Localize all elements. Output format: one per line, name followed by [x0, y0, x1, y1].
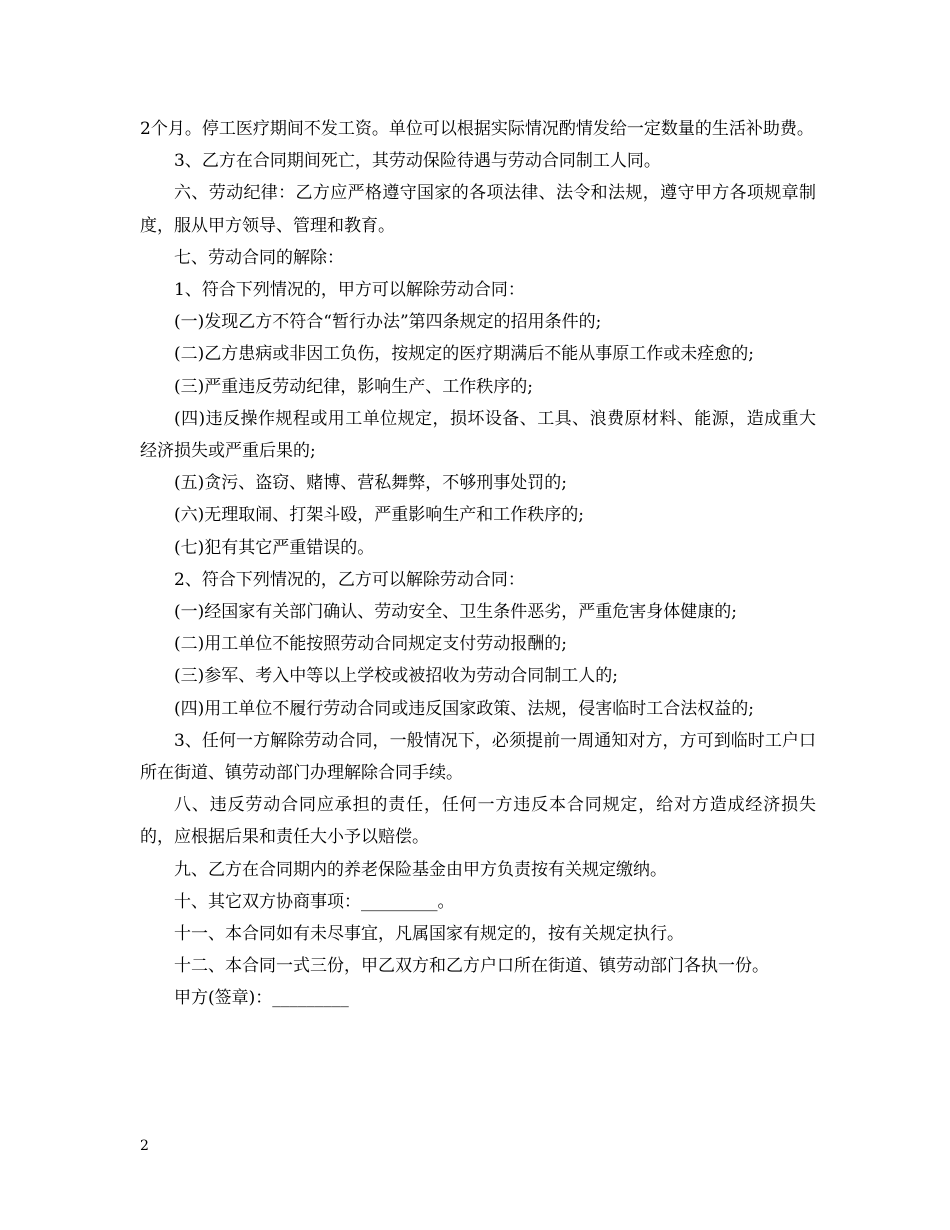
document-body — [140, 113, 816, 1015]
paragraph-16: (三)参军、考入中等以上学校或被招收为劳动合同制工人的; — [174, 666, 618, 687]
paragraph-10: (五)贪污、盗窃、赌博、营私舞弊，不够刑事处罚的; — [174, 473, 567, 494]
paragraph-21: 十、其它双方协商事项：_________。 — [174, 891, 455, 912]
paragraph-6: (一)发现乙方不符合“暂行办法”第四条规定的招用条件的; — [174, 312, 602, 333]
paragraph-15: (二)用工单位不能按照劳动合同规定支付劳动报酬的; — [174, 634, 567, 655]
paragraph-14: (一)经国家有关部门确认、劳动安全、卫生条件恶劣，严重危害身体健康的; — [174, 602, 737, 623]
paragraph-5: 1、符合下列情况的，甲方可以解除劳动合同： — [174, 280, 525, 301]
paragraph-13: 2、符合下列情况的，乙方可以解除劳动合同： — [174, 569, 525, 590]
signature-line: 甲方(签章)：_________ — [174, 988, 349, 1009]
paragraph-22: 十一、本合同如有未尽事宜，凡属国家有规定的，按有关规定执行。 — [174, 924, 684, 945]
paragraph-4: 七、劳动合同的解除： — [174, 247, 344, 268]
paragraph-19: 八、违反劳动合同应承担的责任，任何一方违反本合同规定，给对方造成经济损失的，应根据后果和责任大小予以赔偿。 — [140, 795, 816, 848]
page-number: 2 — [140, 1138, 149, 1154]
paragraph-3: 六、劳动纪律：乙方应严格遵守国家的各项法律、法令和法规，遵守甲方各项规章制度，服从甲方领导、管理和教育。 — [140, 183, 816, 236]
paragraph-11: (六)无理取闹、打架斗殴，严重影响生产和工作秩序的; — [174, 505, 584, 526]
paragraph-7: (二)乙方患病或非因工负伤，按规定的医疗期满后不能从事原工作或未痊愈的; — [174, 344, 754, 365]
paragraph-23: 十二、本合同一式三份，甲乙双方和乙方户口所在街道、镇劳动部门各执一份。 — [174, 956, 769, 977]
paragraph-1: 2个月。停工医疗期间不发工资。单位可以根据实际情况酌情发给一定数量的生活补助费。 — [140, 119, 814, 139]
paragraph-8: (三)严重违反劳动纪律，影响生产、工作秩序的; — [174, 376, 533, 397]
paragraph-2: 3、乙方在合同期间死亡，其劳动保险待遇与劳动合同制工人同。 — [174, 151, 661, 172]
paragraph-20: 九、乙方在合同期内的养老保险基金由甲方负责按有关规定缴纳。 — [174, 859, 667, 880]
paragraph-18: 3、任何一方解除劳动合同，一般情况下，必须提前一周通知对方，方可到临时工户口所在街道、镇劳动部门办理解除合同手续。 — [140, 730, 816, 784]
paragraph-12: (七)犯有其它严重错误的。 — [174, 537, 375, 558]
paragraph-17: (四)用工单位不履行劳动合同或违反国家政策、法规，侵害临时工合法权益的; — [174, 698, 754, 719]
paragraph-9: (四)违反操作规程或用工单位规定，损坏设备、工具、浪费原材料、能源，造成重大经济损失或严重后果的; — [140, 408, 816, 462]
